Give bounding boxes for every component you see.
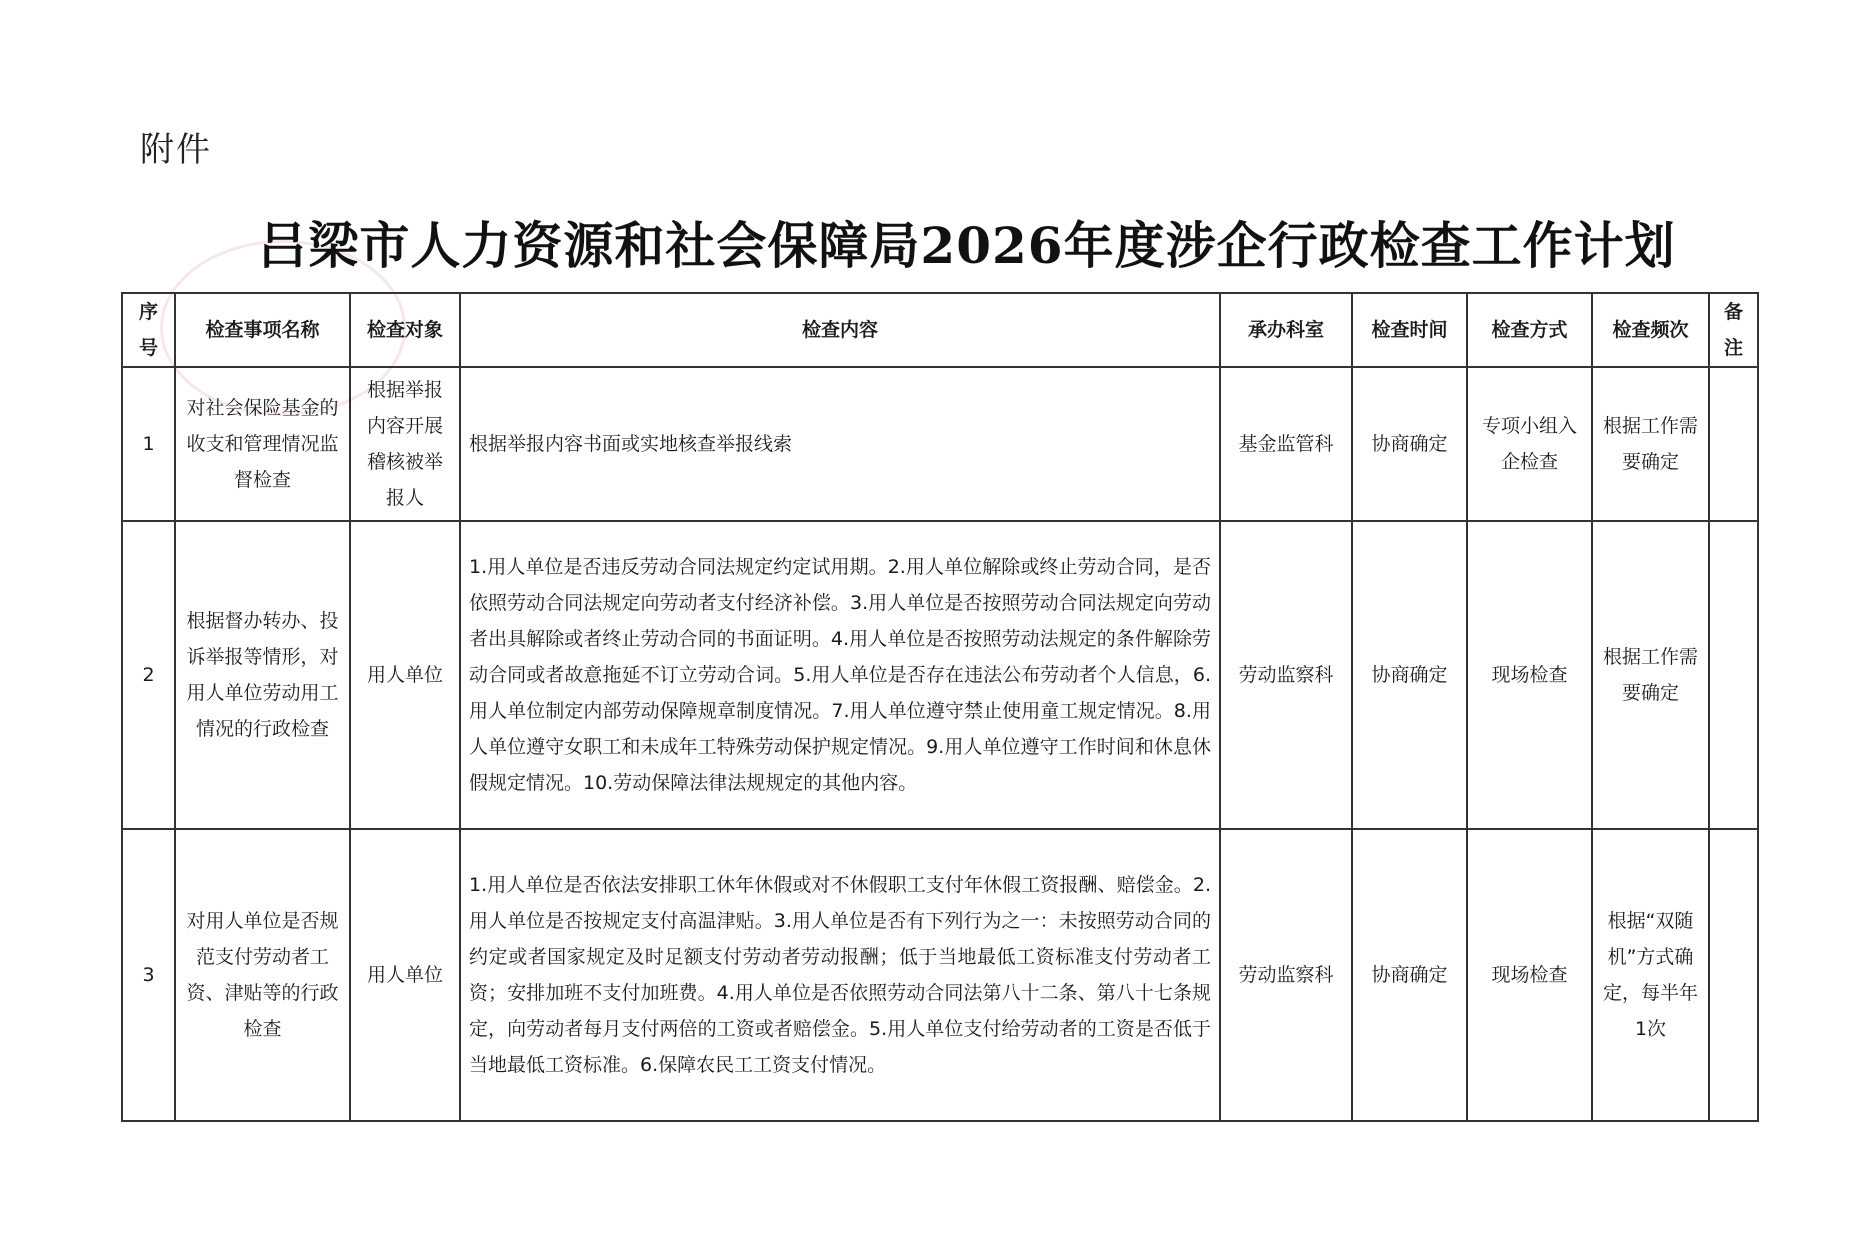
row-time: 协商确定 [1352, 367, 1467, 521]
row-frequency: 根据“双随机”方式确定，每半年1次 [1592, 829, 1709, 1121]
row-item-name: 根据督办转办、投诉举报等情形，对用人单位劳动用工情况的行政检查 [175, 521, 350, 829]
row-department: 劳动监察科 [1220, 521, 1352, 829]
row-target: 根据举报内容开展稽核被举报人 [350, 367, 460, 521]
row-content: 1.用人单位是否依法安排职工休年休假或对不休假职工支付年休假工资报酬、赔偿金。2.用人单位是否按规定支付高温津贴。3.用人单位是否有下列行为之一：未按照劳动合同的约定或者国家规定及时足额支付劳动者劳动报酬；低于当地最低工资标准支付劳动者工资；安排加班不支付加班费。4.用人单位是否依照劳动合同法第八十二条、第八十七条规定，向劳动者每月支付两倍的工资或者赔偿金。5.用人单位支付给劳动者的工资是否低于当地最低工资标准。6.保障农民工工资支付情况。 [460, 829, 1220, 1121]
header-target: 检查对象 [350, 293, 460, 367]
table-row [122, 367, 1758, 521]
row-index: 3 [122, 829, 175, 1121]
row-department: 劳动监察科 [1220, 829, 1352, 1121]
row-item-name: 对用人单位是否规范支付劳动者工资、津贴等的行政检查 [175, 829, 350, 1121]
page-title: 吕梁市人力资源和社会保障局2026年度涉企行政检查工作计划 [257, 216, 1676, 275]
row-frequency: 根据工作需要确定 [1592, 367, 1709, 521]
table-header-row [122, 293, 1758, 367]
row-remarks [1709, 367, 1758, 521]
table-row [122, 829, 1758, 1121]
row-frequency: 根据工作需要确定 [1592, 521, 1709, 829]
row-remarks [1709, 829, 1758, 1121]
row-time: 协商确定 [1352, 521, 1467, 829]
header-frequency: 检查频次 [1592, 293, 1709, 367]
row-index: 2 [122, 521, 175, 829]
row-time: 协商确定 [1352, 829, 1467, 1121]
row-content: 1.用人单位是否违反劳动合同法规定约定试用期。2.用人单位解除或终止劳动合同，是否依照劳动合同法规定向劳动者支付经济补偿。3.用人单位是否按照劳动合同法规定向劳动者出具解除或者终止劳动合同的书面证明。4.用人单位是否按照劳动法规定的条件解除劳动合同或者故意拖延不订立劳动合词。5.用人单位是否存在违法公布劳动者个人信息，6.用人单位制定内部劳动保障规章制度情况。7.用人单位遵守禁止使用童工规定情况。8.用人单位遵守女职工和未成年工特殊劳动保护规定情况。9.用人单位遵守工作时间和休息休假规定情况。10.劳动保障法律法规规定的其他内容。 [460, 521, 1220, 829]
row-index: 1 [122, 367, 175, 521]
header-time: 检查时间 [1352, 293, 1467, 367]
inspection-plan-table [121, 292, 1759, 1122]
header-item-name: 检查事项名称 [175, 293, 350, 367]
header-content: 检查内容 [460, 293, 1220, 367]
row-remarks [1709, 521, 1758, 829]
header-method: 检查方式 [1467, 293, 1592, 367]
row-target: 用人单位 [350, 521, 460, 829]
row-item-name: 对社会保险基金的收支和管理情况监督检查 [175, 367, 350, 521]
attachment-label: 附件 [140, 130, 212, 170]
header-department: 承办科室 [1220, 293, 1352, 367]
row-method: 专项小组入企检查 [1467, 367, 1592, 521]
header-index: 序号 [122, 293, 175, 367]
row-target: 用人单位 [350, 829, 460, 1121]
row-method: 现场检查 [1467, 829, 1592, 1121]
header-remarks: 备注 [1709, 293, 1758, 367]
row-method: 现场检查 [1467, 521, 1592, 829]
row-department: 基金监管科 [1220, 367, 1352, 521]
table-row [122, 521, 1758, 829]
row-content: 根据举报内容书面或实地核查举报线索 [460, 367, 1220, 521]
